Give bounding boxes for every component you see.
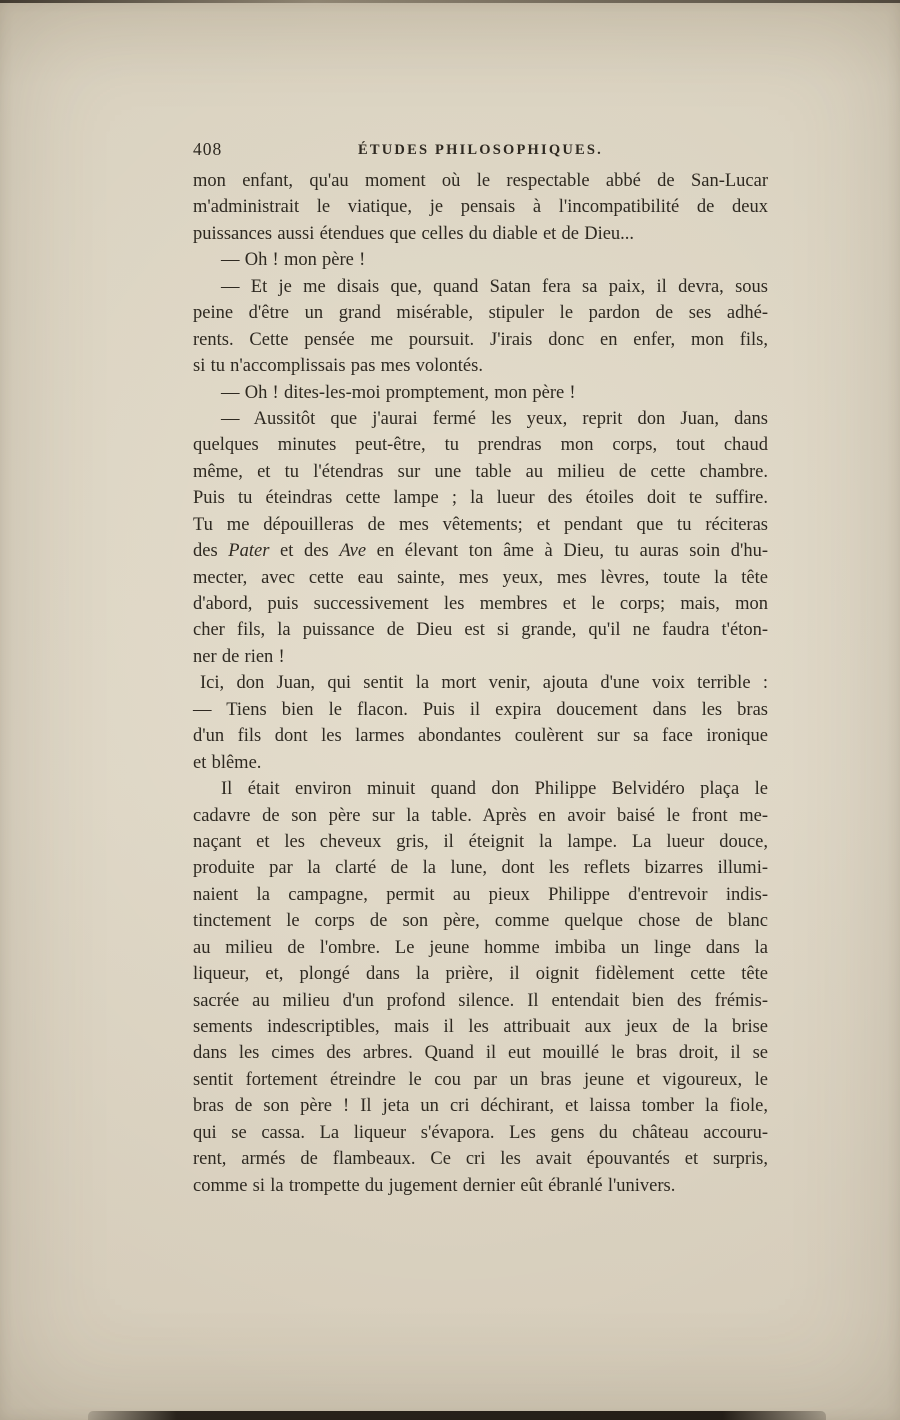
text-line: Puis tu éteindras cette lampe ; la lueur des étoiles doit te suffire. <box>193 488 768 509</box>
text-line: puissances aussi étendues que celles du diable et de Dieu... <box>193 223 635 244</box>
text-line: sacrée au milieu d'un profond silence. Il entendait bien des frémis- <box>193 990 768 1011</box>
page-header <box>193 136 768 162</box>
text-line: cadavre de son père sur la table. Après en avoir baisé le front me- <box>193 805 768 826</box>
paragraph <box>193 274 768 380</box>
text-line: Ici, don Juan, qui sentit la mort venir, ajouta d'une voix terrible : <box>200 673 768 694</box>
text-line: naçant et les cheveux gris, il éteignit la lampe. La lueur douce, <box>193 831 768 852</box>
text-line: comme si la trompette du jugement dernier eût ébranlé l'univers. <box>193 1175 676 1196</box>
text-line: liqueur, et, plongé dans la prière, il oignit fidèlement cette tête <box>193 964 768 985</box>
text-line: peine d'être un grand misérable, stipuler le pardon de ses adhé- <box>193 303 768 324</box>
text-line: produite par la clarté de la lune, dont les reflets bizarres illumi- <box>193 858 768 879</box>
text-line: quelques minutes peut-être, tu prendras mon corps, tout chaud <box>193 435 768 456</box>
text-line: même, et tu l'étendras sur une table au milieu de cette chambre. <box>193 461 768 482</box>
text-line: au milieu de l'ombre. Le jeune homme imbiba un linge dans la <box>193 937 768 958</box>
running-title: ÉTUDES PHILOSOPHIQUES. <box>357 142 603 158</box>
page-number: 408 <box>193 139 223 159</box>
text-line: m'administrait le viatique, je pensais à l'incompatibilité de deux <box>193 197 768 218</box>
text-line: cher fils, la puissance de Dieu est si grande, qu'il ne faudra t'éton- <box>193 620 768 641</box>
text-line: et blême. <box>193 752 262 773</box>
text-line: ner de rien ! <box>193 646 285 667</box>
text-line: — Et je me disais que, quand Satan fera sa paix, il devra, sous <box>221 276 768 297</box>
text-line: qui se cassa. La liqueur s'évapora. Les gens du château accouru- <box>193 1122 768 1143</box>
text-line: sements indescriptibles, mais il les attribuait aux jeux de la brise <box>193 1017 768 1037</box>
paragraph <box>193 670 768 776</box>
text-line: Tu me dépouilleras de mes vêtements; et pendant que tu réciteras <box>193 514 768 535</box>
text-block <box>193 168 768 1199</box>
text-line: — Aussitôt que j'aurai fermé les yeux, reprit don Juan, dans <box>221 408 768 429</box>
paragraph <box>193 776 768 1199</box>
text-line: si tu n'accomplissais pas mes volontés. <box>193 356 483 377</box>
text-line: rent, armés de flambeaux. Ce cri les avait épouvantés et surpris, <box>193 1149 768 1170</box>
text-line: sentit fortement étreindre le cou par un bras jeune et vigoureux, le <box>193 1069 768 1090</box>
text-line: — Oh ! dites-les-moi promptement, mon père ! <box>221 382 576 403</box>
text-line: dans les cimes des arbres. Quand il eut mouillé le bras droit, il se <box>193 1043 768 1064</box>
scan-artifact-top-edge <box>0 0 900 3</box>
text-line: d'abord, puis successivement les membres et le corps; mais, mon <box>193 594 768 614</box>
text-line: des Pater et des Ave en élevant ton âme à Dieu, tu auras soin d'hu- <box>193 541 768 562</box>
text-line: tinctement le corps de son père, comme quelque chose de blanc <box>193 911 768 932</box>
text-line: — Tiens bien le flacon. Puis il expira doucement dans les bras <box>193 699 768 720</box>
text-line: naient la campagne, permit au pieux Philippe d'entrevoir indis- <box>193 884 768 905</box>
text-line: d'un fils dont les larmes abondantes coulèrent sur sa face ironique <box>193 726 768 747</box>
paragraph <box>193 380 768 406</box>
text-line: Il était environ minuit quand don Philippe Belvidéro plaça le <box>221 779 768 800</box>
paragraph <box>193 406 768 670</box>
text-line: mon enfant, qu'au moment où le respectable abbé de San-Lucar <box>193 171 768 191</box>
text-line: — Oh ! mon père ! <box>221 250 366 271</box>
text-line: mecter, avec cette eau sainte, mes yeux, mes lèvres, toute la tête <box>193 567 768 588</box>
text-line: rents. Cette pensée me poursuit. J'irais donc en enfer, mon fils, <box>193 329 768 350</box>
paragraph <box>193 168 768 247</box>
scan-artifact-bottom-edge <box>88 1411 826 1420</box>
paragraph <box>193 247 768 273</box>
text-line: bras de son père ! Il jeta un cri déchirant, et laissa tomber la fiole, <box>193 1096 768 1117</box>
